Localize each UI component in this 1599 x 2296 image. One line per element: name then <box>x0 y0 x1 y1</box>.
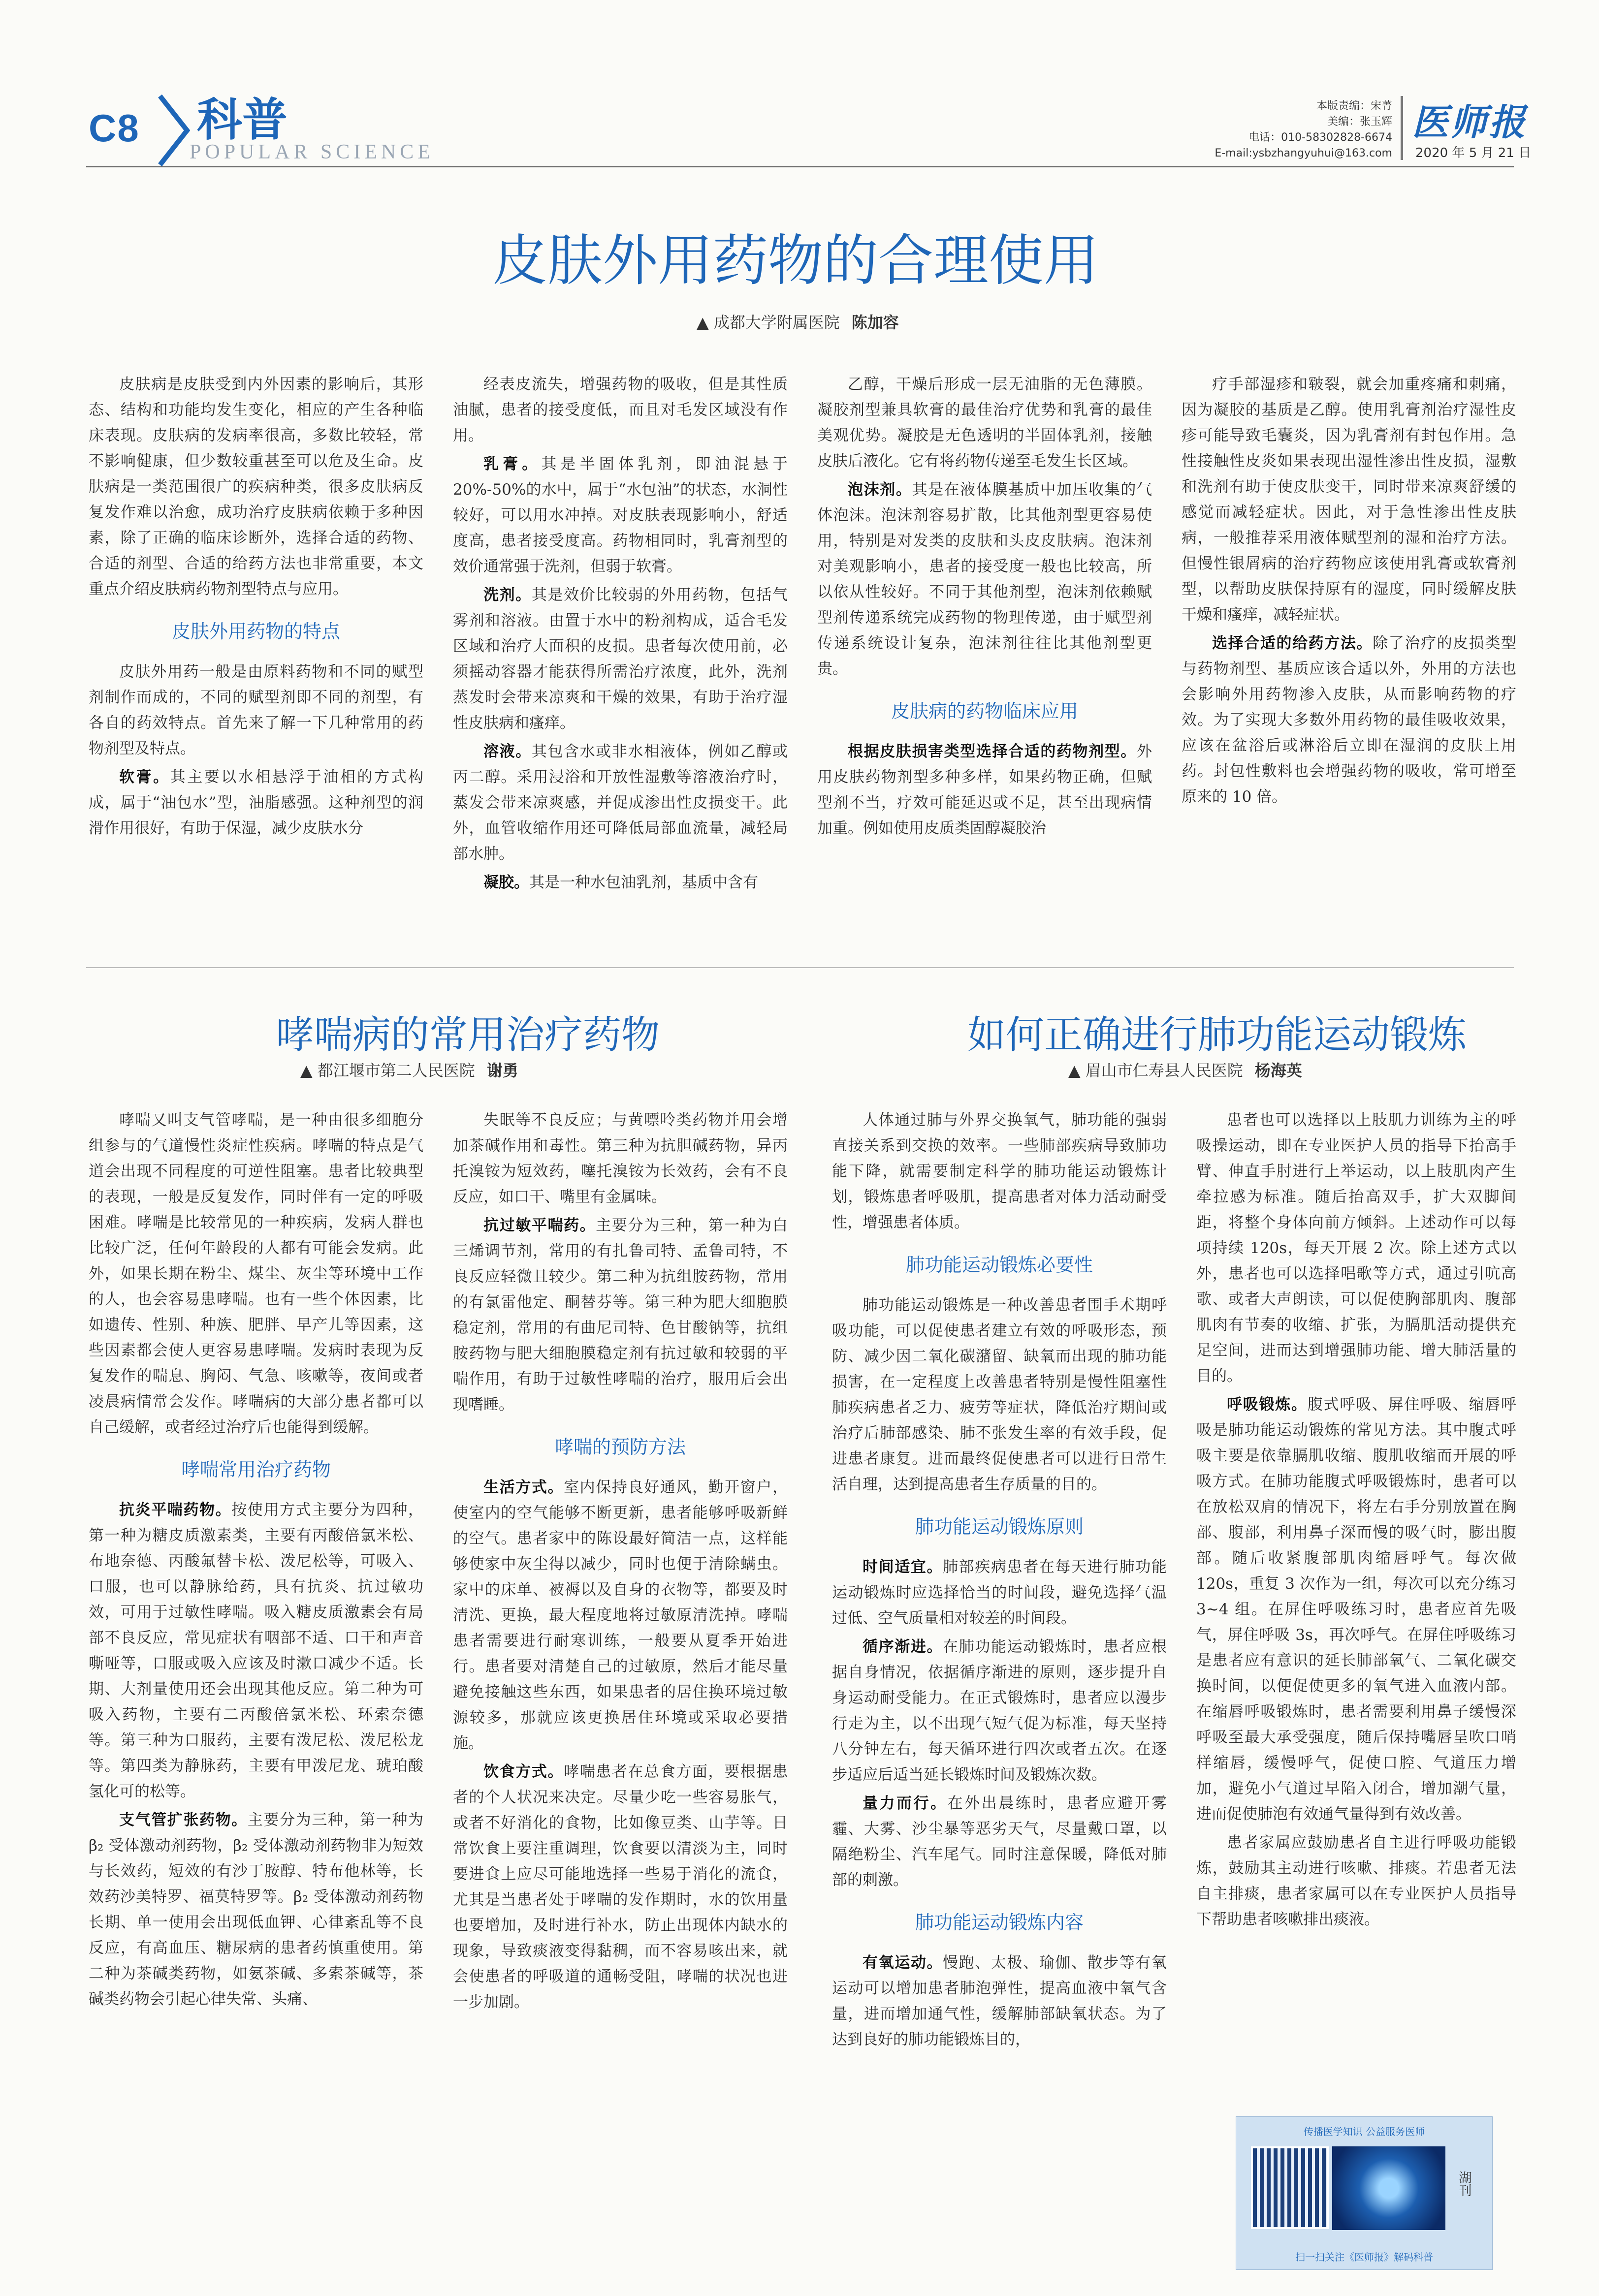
paragraph <box>453 1213 788 1417</box>
paragraph: 患者家属应鼓励患者自主进行呼吸功能锻炼，鼓励其主动进行咳嗽、排痰。若患者无法自主排痰，患者家属可以在专业医护人员指导下帮助患者咳嗽排出痰液。 <box>1196 1834 1516 1928</box>
paragraph <box>453 870 788 895</box>
ad-poster-image <box>1332 2146 1445 2230</box>
subheading: 皮肤外用药物的特点 <box>171 621 340 642</box>
paragraph <box>89 764 423 841</box>
article1-title: 皮肤外用药物的合理使用 <box>492 229 1099 293</box>
paragraph-text: 肺部疾病患者在每天进行肺功能运动锻炼时应选择恰当的时间段，避免选择气温过低、空气质量相对较差的时间段。 <box>832 1558 1167 1627</box>
issue-date: 2020 年 5 月 21 日 <box>1415 146 1532 160</box>
paragraph-text: 腹式呼吸、屏住呼吸、缩唇呼吸是肺功能运动锻炼的常见方法。其中腹式呼吸主要是依靠膈肌收缩、腹肌收缩而开展的呼吸方式。在肺功能腹式呼吸锻炼时，患者可以在放松双肩的情况下，将左右手分别放置在胸部、腹部，利用鼻子深而慢的吸气时，膨出腹部。随后收紧腹部肌肉缩唇呼气。每次做 120s，重复 3 次作为一组，每次可以充分练习 3~4 组。在屏住呼吸练习时，患者应首先吸气，屏住呼吸 3s，再次呼气。在屏住呼吸练习是患者应有意识的延长肺部氧气、二氧化碳交换时间，以便促使更多的氧气进入血液内部。在缩唇呼吸锻炼时，患者需要利用鼻子缓慢深呼吸至最大承受强度，随后保持嘴唇呈吹口哨样缩唇，缓慢呼气，促使口腔、气道压力增加，避免小气道过早陷入闭合，增加潮气量，进而促使肺泡有效通气量得到有效改善。 <box>1196 1396 1516 1823</box>
paragraph: 肺功能运动锻炼是一种改善患者围手术期呼吸功能，可以促使患者建立有效的呼吸形态，预防、减少因二氧化碳潴留、缺氧而出现的肺功能损害，在一定程度上改善患者特别是慢性阻塞性肺疾病患者乏力、疲劳等症状，降低治疗期间或治疗后肺部感染、肺不张发生率的有效手段，促进患者康复。进而最终促使患者可以进行日常生活自理，达到提高患者生存质量的目的。 <box>832 1296 1167 1493</box>
lead-in: 支气管扩张药物。 <box>119 1811 248 1829</box>
email-line: E-mail:ysbzhangyuhui@163.com <box>1215 147 1392 159</box>
paragraph-text: 其是半固体乳剂，即油混悬于20%-50%的水中，属于“水包油”的状态，水洞性较好，可以用水冲掉。对皮肤表现影响小，舒适度高，患者接受度高。药物相同时，乳膏剂型的效价通常强于洗剂，但弱于软膏。 <box>453 455 788 575</box>
phone-line: 电话：010-58302828-6674 <box>1248 131 1392 144</box>
paragraph-text: 除了治疗的皮损类型与药物剂型、基质应该合适以外，外用的方法也会影响外用药物渗入皮肤，从而影响药物的疗效。为了实现大多数外用药物的最佳吸收效果，应该在盆浴后或淋浴后立即在湿润的皮肤上用药。封包性敷料也会增强药物的吸收，常可增至原来的 10 倍。 <box>1182 634 1516 806</box>
ad-top-caption: 传播医学知识 公益服务医师 <box>1303 2126 1425 2138</box>
ad-side-label: 湖刊 <box>1457 2171 1471 2197</box>
article2-author-name: 谢勇 <box>486 1061 518 1080</box>
lead-in: 软膏。 <box>119 768 170 786</box>
paragraph-text: 其主要以水相悬浮于油相的方式构成，属于“油包水”型，油脂感强。这种剂型的润滑作用很好，有助于保湿，减少皮肤水分 <box>89 768 423 837</box>
article1-author-name: 陈加容 <box>851 313 899 332</box>
paragraph <box>832 1554 1167 1631</box>
paragraph: 失眠等不良反应；与黄嘌呤类药物并用会增加茶碱作用和毒性。第三种为抗胆碱药物，异丙托溴铵为短效药，噻托溴铵为长效药，会有不良反应，如口干、嘴里有金属味。 <box>453 1111 788 1206</box>
subheading: 肺功能运动锻炼原则 <box>915 1516 1084 1538</box>
article2-title: 哮喘病的常用治疗药物 <box>276 1013 660 1057</box>
paragraph: 皮肤外用药一般是由原料药物和不同的赋型剂制作而成的，不同的赋型剂即不同的剂型，有各自的药效特点。首先来了解一下几种常用的药物剂型及特点。 <box>89 663 423 757</box>
paragraph-text: 其是效价比较弱的外用药物，包括气雾剂和溶液。由置于水中的粉剂构成，适合毛发区域和治疗大面积的皮损。患者每次使用前，必须摇动容器才能获得所需治疗浓度，此外，洗剂蒸发时会带来凉爽和干燥的效果，有助于治疗湿性皮肤病和瘙痒。 <box>453 586 788 732</box>
paragraph-text: 在外出晨练时，患者应避开雾霾、大雾、沙尘暴等恶劣天气，尽量戴口罩，以隔绝粉尘、汽车尾气。同时注意保暖，降低对肺部的刺激。 <box>832 1794 1167 1889</box>
subheading: 哮喘的预防方法 <box>554 1436 686 1458</box>
article2-column-2 <box>453 1107 788 2284</box>
ad-bottom-caption: 扫一扫关注《医师报》解码科普 <box>1295 2251 1433 2263</box>
paragraph-text: 主要分为三种，第一种为白三烯调节剂，常用的有扎鲁司特、孟鲁司特，不良反应轻微且较少。第二种为抗组胺药物，常用的有氯雷他定、酮替芬等。第三种为肥大细胞膜稳定剂，常用的有曲尼司特、色甘酸钠等，抗组胺药物与肥大细胞膜稳定剂有抗过敏和较弱的平喘作用，有助于过敏性哮喘的治疗，服用后会出现嗜睡。 <box>453 1217 788 1414</box>
header-rule <box>86 166 1514 167</box>
lead-in: 时间适宜。 <box>863 1558 943 1576</box>
paragraph-text: 其包含水或非水相液体，例如乙醇或丙二醇。采用浸浴和开放性湿敷等溶液治疗时，蒸发会带来凉爽感，并促成渗出性皮损变干。此外，血管收缩作用还可降低局部血流量，减轻局部水肿。 <box>453 743 788 863</box>
paragraph <box>817 477 1152 682</box>
art-editor-line: 美编：张玉辉 <box>1327 116 1392 128</box>
paragraph <box>453 1759 788 2015</box>
section-subtitle: POPULAR SCIENCE <box>190 141 434 163</box>
article1-author-org: ▲ 成都大学附属医院 <box>697 313 840 332</box>
paragraph <box>453 582 788 736</box>
paragraph <box>453 1475 788 1756</box>
article3-title: 如何正确进行肺功能运动锻炼 <box>967 1013 1467 1057</box>
lead-in: 乳膏。 <box>483 455 542 473</box>
lead-in: 凝胶。 <box>483 874 529 891</box>
page-number: C8 <box>89 106 140 150</box>
lead-in: 泡沫剂。 <box>848 481 912 499</box>
paragraph: 患者也可以选择以上肢肌力训练为主的呼吸操运动，即在专业医护人员的指导下抬高手臂、伸直手肘进行上举运动，以上肢肌肉产生牵拉感为标准。随后抬高双手，扩大双脚间距，将整个身体向前方倾斜。上述动作可以每项持续 120s，每天开展 2 次。除上述方式以外，患者也可以选择唱歌等方式，通过引吭高歌、或者大声朗读，可以促使胸部肌肉、腹部肌肉有节奏的收缩、扩张，为膈肌活动提供充足空间，进而达到增强肺功能、增大肺活量的目的。 <box>1196 1111 1516 1385</box>
lead-in: 洗剂。 <box>483 586 532 604</box>
paragraph <box>453 739 788 867</box>
paragraph <box>817 739 1152 841</box>
paragraph: 皮肤病是皮肤受到内外因素的影响后，其形态、结构和功能均发生变化，相应的产生各种临床表现。皮肤病的发病率很高，多数比较轻，常不影响健康，但少数较重甚至可以危及生命。皮肤病是一类范围很广的疾病种类，很多皮肤病反复发作难以治愈，成功治疗皮肤病依赖于多种因素，除了正确的临床诊断外，选择合适的药物、合适的剂型、合适的给药方法也非常重要，本文重点介绍皮肤病药物剂型特点与应用。 <box>89 376 423 598</box>
lead-in: 有氧运动。 <box>863 1954 943 1972</box>
paragraph: 疗手部湿疹和皲裂，就会加重疼痛和刺痛，因为凝胶的基质是乙醇。使用乳膏剂治疗湿性皮疹可能导致毛囊炎，因为乳膏剂有封包作用。急性接触性皮炎如果表现出湿性渗出性皮损，湿敷和洗剂有助于使皮肤变干，同时带来凉爽舒缓的感觉而减轻症状。因此，对于急性渗出性皮肤病，一般推荐采用液体赋型剂的湿和治疗方法。但慢性银屑病的治疗药物应该使用乳膏或软膏剂型，以帮助皮肤保持原有的湿度，同时缓解皮肤干燥和瘙痒，减轻症状。 <box>1182 376 1516 624</box>
article3-column-1 <box>832 1107 1167 2284</box>
lead-in: 抗炎平喘药物。 <box>119 1501 232 1519</box>
lead-in: 饮食方式。 <box>483 1763 564 1781</box>
masthead-divider <box>1401 96 1403 160</box>
paragraph <box>832 1791 1167 1893</box>
editor-line: 本版责编：宋菁 <box>1316 100 1392 112</box>
paragraph-text: 在肺功能运动锻炼时，患者应根据自身情况，依据循序渐进的原则，逐步提升自身运动耐受能力。在正式锻炼时，患者应以漫步行走为主，以不出现气短气促为标准，每天坚持八分钟左右，每天循环进行四次或者五次。在逐步适应后适当延长锻炼时间及锻炼次数。 <box>832 1638 1167 1784</box>
paragraph-text: 主要分为三种，第一种为 β₂ 受体激动剂药物，β₂ 受体激动剂药物非为短效与长效药，短效的有沙丁胺醇、特布他林等，长效药沙美特罗、福莫特罗等。β₂ 受体激动剂药物长期、单一使用会出现低血钾、心律紊乱等不良反应，有高血压、糖尿病的患者药慎重使用。第二种为茶碱类药物，如氨茶碱、多索茶碱等，茶碱类药物会引起心律失常、头痛、 <box>89 1811 423 2008</box>
paragraph-text: 慢跑、太极、瑜伽、散步等有氧运动可以增加患者肺泡弹性，提高血液中氧气含量，进而增加通气性，缓解肺部缺氧状态。为了达到良好的肺功能锻炼目的， <box>832 1954 1167 2048</box>
lead-in: 根据皮肤损害类型选择合适的药物剂型。 <box>848 743 1137 760</box>
article1-byline <box>697 310 899 333</box>
paragraph-text: 室内保持良好通风，勤开窗户，使室内的空气能够不断更新，患者能够呼吸新鲜的空气。患者家中的陈设最好简洁一点，这样能够使家中灰尘得以减少，同时也便于清除螨虫。家中的床单、被褥以及自身的衣物等，都要及时清洗、更换，最大程度地将过敏原清洗掉。哮喘患者需要进行耐寒训练，一般要从夏季开始进行。患者要对清楚自己的过敏原，然后才能尽量避免接触这些东西，如果患者的居住换环境过敏源较多，那就应该更换居住环境或采取必要措施。 <box>453 1478 788 1752</box>
editor-info <box>1136 98 1392 161</box>
paragraph: 人体通过肺与外界交换氧气，肺功能的强弱直接关系到交换的效率。一些肺部疾病导致肺功能下降，就需要制定科学的肺功能运动锻炼计划，锻炼患者呼吸肌，提高患者对体力活动耐受性，增强患者体质。 <box>832 1111 1167 1231</box>
subheading: 肺功能运动锻炼内容 <box>915 1912 1084 1933</box>
article1-column-1 <box>89 372 423 933</box>
article2-byline <box>300 1058 518 1081</box>
paragraph <box>1196 1392 1516 1827</box>
lead-in: 选择合适的给药方法。 <box>1212 634 1373 652</box>
paragraph-text: 其是在液体膜基质中加压收集的气体泡沫。泡沫剂容易扩散，比其他剂型更容易使用，特别是对发类的皮肤和头皮皮肤病。泡沫剂对美观影响小，患者的接受度一般也比较高，所以依从性较好。不同于其他剂型，泡沫剂依赖赋型剂传递系统完成药物的物理传递，由于赋型剂传递系统设计复杂，泡沫剂往往比其他剂型更贵。 <box>817 481 1152 678</box>
paragraph <box>89 1497 423 1804</box>
paragraph <box>89 1807 423 2012</box>
paragraph <box>832 1950 1167 2052</box>
article3-author-org: ▲ 眉山市仁寿县人民医院 <box>1068 1061 1243 1080</box>
subheading: 哮喘常用治疗药物 <box>181 1459 331 1480</box>
lead-in: 生活方式。 <box>483 1478 564 1496</box>
article2-column-1 <box>89 1107 423 2284</box>
article3-author-name: 杨海英 <box>1254 1061 1302 1080</box>
lead-in: 循序渐进。 <box>863 1638 943 1656</box>
paragraph: 哮喘又叫支气管哮喘，是一种由很多细胞分组参与的气道慢性炎症性疾病。哮喘的特点是气道会出现不同程度的可逆性阻塞。患者比较典型的表现，一般是反复发作，同时伴有一定的呼吸困难。哮喘是比较常见的一种疾病，发病人群也比较广泛，任何年龄段的人都有可能会发病。此外，如果长期在粉尘、煤尘、灰尘等环境中工作的人，也会容易患哮喘。也有一些个体因素，比如遗传、性别、种族、肥胖、早产儿等因素，这些因素都会使人更容易患哮喘。发病时表现为反复发作的喘息、胸闷、气急、咳嗽等，夜间或者凌晨病情常会发作。哮喘病的大部分患者都可以自己缓解，或者经过治疗后也能得到缓解。 <box>89 1111 423 1436</box>
section-title: 科普 <box>197 94 288 146</box>
paragraph <box>453 451 788 579</box>
subheading: 肺功能运动锻炼必要性 <box>905 1254 1093 1276</box>
article3-column-2 <box>1196 1107 1516 2107</box>
qr-code-icon[interactable] <box>1251 2146 1329 2229</box>
article2-author-org: ▲ 都江堰市第二人民医院 <box>300 1061 475 1080</box>
paragraph-text: 哮喘患者在总食方面，要根据患者的个人状况来决定。尽量少吃一些容易胀气，或者不好消化的食物，比如像豆类、山芋等。日常饮食上要注重调理，饮食要以清淡为主，同时要进食上应尽可能地选择一些易于消化的流食，尤其是当患者处于哮喘的发作期时，水的饮用量也要增加，及时进行补水，防止出现体内缺水的现象，导致痰液变得黏稠，而不容易咳出来，就会使患者的呼吸道的通畅受阻，哮喘的状况也进一步加剧。 <box>453 1763 788 2011</box>
paragraph: 经表皮流失，增强药物的吸收，但是其性质油腻，患者的接受度低，而且对毛发区域没有作用。 <box>453 376 788 444</box>
paragraph-text: 按使用方式主要分为四种，第一种为糖皮质激素类，主要有丙酸倍氯米松、布地奈德、丙酸氟替卡松、泼尼松等，可吸入、口服，也可以静脉给药，具有抗炎、抗过敏功效，可用于过敏性哮喘。吸入糖皮质激素会有局部不良反应，常见症状有咽部不适、口干和声音嘶哑等，口服或吸入应该及时漱口减少不适。长期、大剂量使用还会出现其他反应。第二种为可吸入药物，主要有二丙酸倍氯米松、环索奈德等。第三种为口服药，主要有泼尼松、泼尼松龙等。第四类为静脉药，主要有甲泼尼龙、琥珀酸氢化可的松等。 <box>89 1501 423 1800</box>
subheading: 皮肤病的药物临床应用 <box>891 700 1078 722</box>
qr-ad-box[interactable] <box>1236 2116 1493 2270</box>
article1-column-3 <box>817 372 1152 933</box>
paragraph <box>832 1634 1167 1788</box>
article1-column-2 <box>453 372 788 933</box>
paragraph-text: 其是一种水包油乳剂，基质中含有 <box>529 874 758 891</box>
lead-in: 呼吸锻炼。 <box>1227 1396 1308 1414</box>
newspaper-logo: 医师报 <box>1412 101 1527 144</box>
lead-in: 量力而行。 <box>863 1794 948 1812</box>
section-divider <box>86 967 1514 968</box>
article3-byline <box>1068 1058 1302 1081</box>
paragraph <box>1182 630 1516 810</box>
article1-column-4 <box>1182 372 1516 933</box>
paragraph-text: 外用皮肤药物剂型多种多样，如果药物正确，但赋型剂不当，疗效可能延迟或不足，甚至出现病情加重。例如使用皮质类固醇凝胶治 <box>817 743 1152 837</box>
chevron-right-icon <box>155 94 194 167</box>
paragraph: 乙醇，干燥后形成一层无油脂的无色薄膜。凝胶剂型兼具软膏的最佳治疗优势和乳膏的最佳美观优势。凝胶是无色透明的半固体乳剂，接触皮肤后液化。它有将药物传递至毛发生长区域。 <box>817 376 1152 470</box>
lead-in: 溶液。 <box>483 743 532 760</box>
lead-in: 抗过敏平喘药。 <box>483 1217 596 1234</box>
